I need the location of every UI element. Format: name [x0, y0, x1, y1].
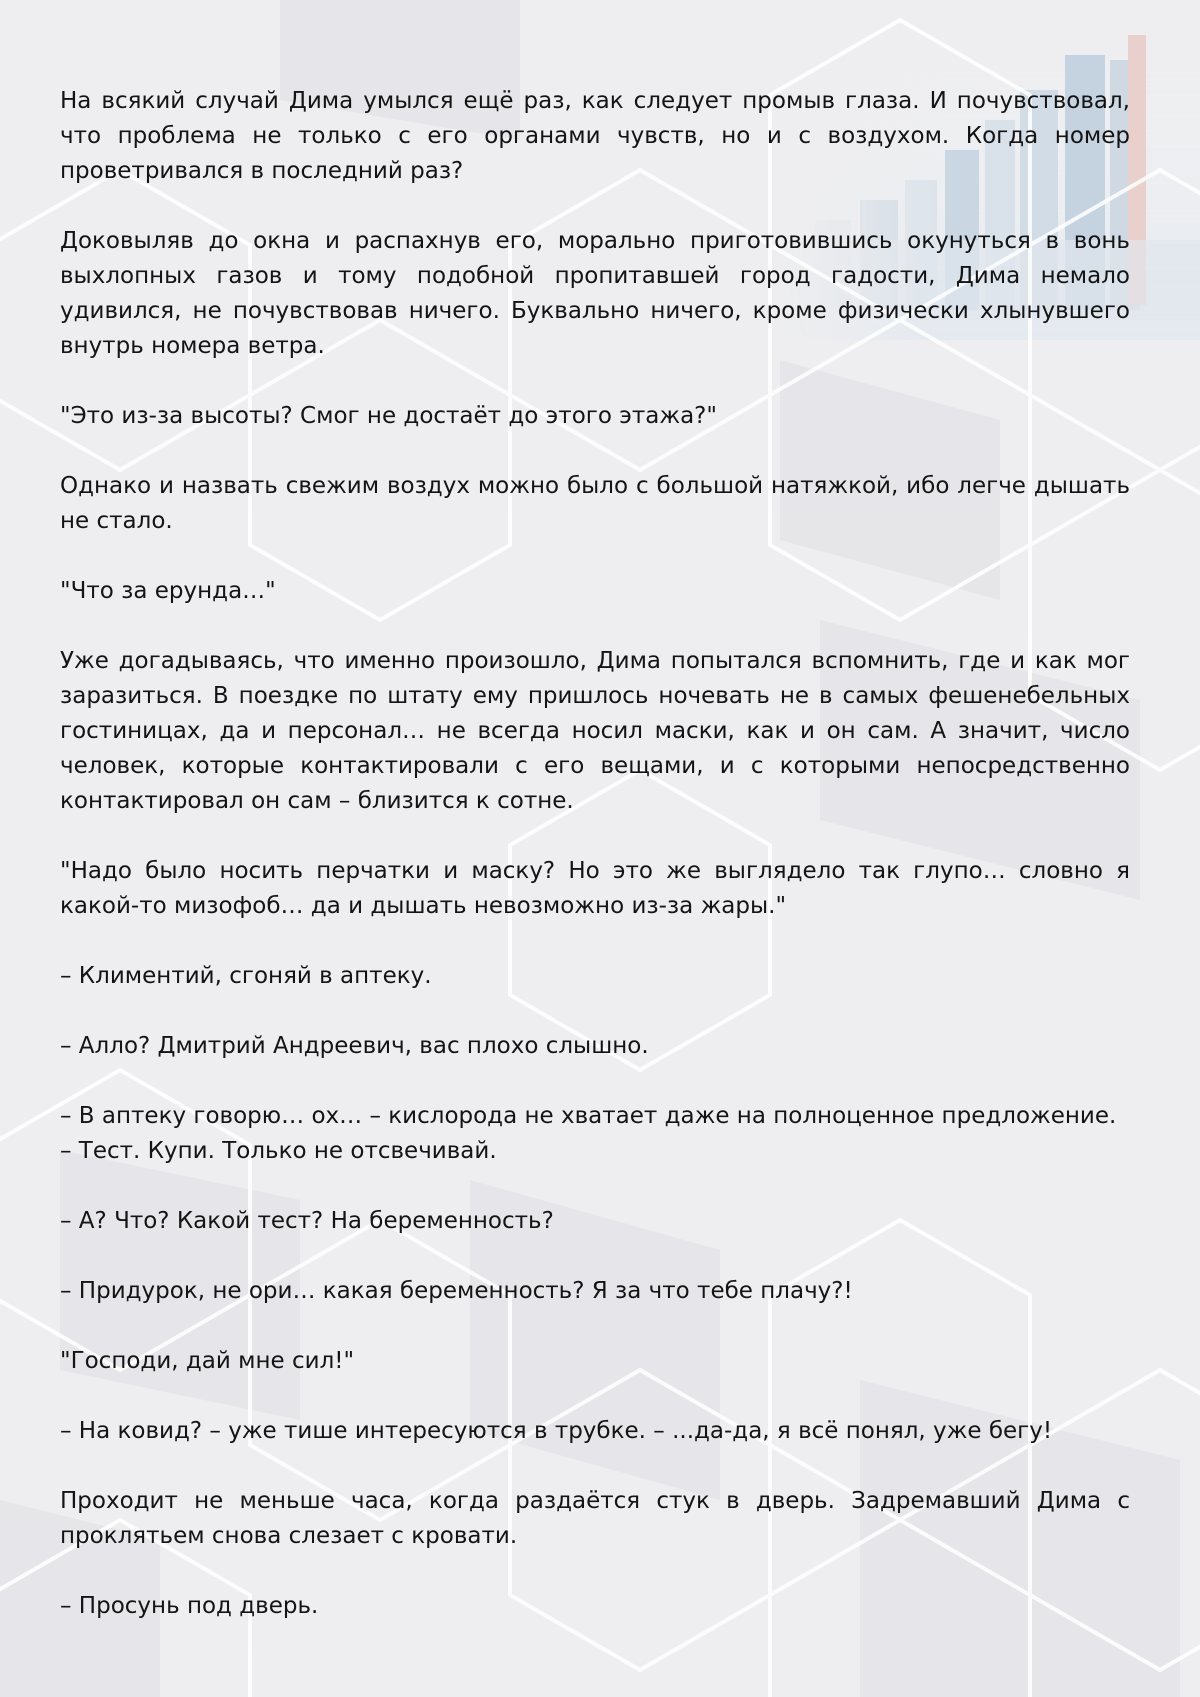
paragraph: "Это из-за высоты? Смог не достаёт до этого этажа?" — [60, 403, 717, 429]
paragraph: Уже догадываясь, что именно произошло, Дима попытался вспомнить, где и как мог заразиться. В поездке по штату ему пришлось ночевать не в самых фешенебельных гостиницах, да и персонал… не всегда носил маски, как и он сам. А значит, число человек, которые контактировали с его вещами, и с которыми непосредственно контактировал он сам – близится к сотне. — [60, 648, 1130, 814]
dialogue-line: – Алло? Дмитрий Андреевич, вас плохо слышно. — [60, 1033, 649, 1059]
dialogue-line: – А? Что? Какой тест? На беременность? — [60, 1208, 554, 1234]
dialogue-line: – Просунь под дверь. — [60, 1593, 319, 1619]
dialogue-line: – В аптеку говорю… ох… – кислорода не хватает даже на полноценное предложение. — [60, 1103, 1117, 1129]
dialogue-line: – На ковид? – уже тише интересуются в трубке. – ...да-да, я всё понял, уже бегу! — [60, 1418, 1053, 1444]
paragraph: На всякий случай Дима умылся ещё раз, как следует промыв глаза. И почувствовал, что проблема не только с его органами чувств, но и с воздухом. Когда номер проветривался в последний раз? — [60, 88, 1130, 184]
paragraph: Однако и назвать свежим воздух можно было с большой натяжкой, ибо легче дышать не стало. — [60, 473, 1130, 534]
dialogue-line: – Придурок, не ори… какая беременность? Я за что тебе плачу?! — [60, 1278, 853, 1304]
dialogue-line: – Климентий, сгоняй в аптеку. — [60, 963, 432, 989]
paragraph: Доковыляв до окна и распахнув его, морально приготовившись окунуться в вонь выхлопных газов и тому подобной пропитавшей город гадости, Дима немало удивился, не почувствовав ничего. Буквально ничего, кроме физически хлынувшего внутрь номера ветра. — [60, 228, 1130, 359]
paragraph: "Надо было носить перчатки и маску? Но это же выглядело так глупо… словно я какой-то мизофоб… да и дышать невозможно из-за жары." — [60, 858, 1130, 919]
paragraph: Проходит не меньше часа, когда раздаётся стук в дверь. Задремавший Дима с проклятьем снова слезает с кровати. — [60, 1488, 1130, 1549]
story-text — [60, 84, 1130, 1659]
paragraph: "Что за ерунда…" — [60, 578, 276, 604]
paragraph: "Господи, дай мне сил!" — [60, 1348, 355, 1374]
dialogue-line: – Тест. Купи. Только не отсвечивай. — [60, 1138, 497, 1164]
